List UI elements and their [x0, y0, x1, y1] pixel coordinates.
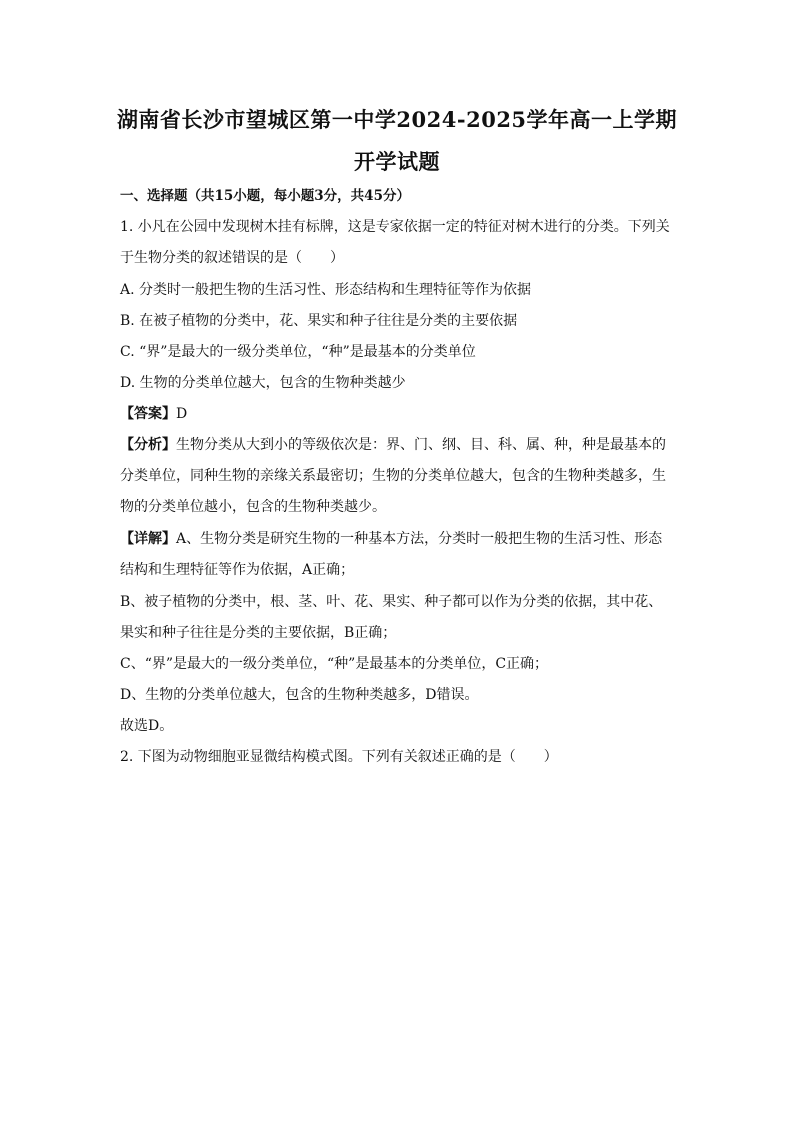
- answer-line: [120, 405, 187, 423]
- analysis-line-3: 物的分类单位越小，包含的生物种类越少。: [120, 499, 386, 515]
- page-title-line-2: 开学试题: [354, 149, 440, 174]
- question-1-option-a: A. 分类时一般把生物的生活习性、形态结构和生理特征等作为依据: [120, 282, 532, 298]
- answer-label: 【答案】: [120, 406, 176, 422]
- question-1-stem-line-1: 1. 小凡在公园中发现树木挂有标牌，这是专家依据一定的特征对树木进行的分类。下列关: [120, 219, 670, 235]
- page-title-line-1: 湖南省长沙市望城区第一中学2024-2025学年高一上学期: [116, 107, 678, 132]
- answer-value: D: [176, 406, 188, 422]
- detail-text-1: A、生物分类是研究生物的一种基本方法，分类时一般把生物的生活习性、形态: [176, 531, 663, 547]
- analysis-line-1: [120, 436, 666, 454]
- question-1-option-b: B. 在被子植物的分类中，花、果实和种子往往是分类的主要依据: [120, 313, 518, 329]
- question-2-stem: 2. 下图为动物细胞亚显微结构模式图。下列有关叙述正确的是（ ）: [120, 749, 558, 765]
- analysis-label: 【分析】: [120, 437, 176, 453]
- question-1-option-d: D. 生物的分类单位越大，包含的生物种类越少: [120, 375, 406, 391]
- detail-line-1: [120, 530, 662, 548]
- detail-line-5: C、“界”是最大的一级分类单位，“种”是最基本的分类单位，C正确；: [120, 656, 549, 672]
- analysis-line-2: 分类单位，同种生物的亲缘关系最密切；生物的分类单位越大，包含的生物种类越多，生: [120, 468, 666, 484]
- detail-line-6: D、生物的分类单位越大，包含的生物种类越多，D错误。: [120, 687, 479, 703]
- detail-line-2: 结构和生理特征等作为依据，A正确；: [120, 562, 355, 578]
- detail-label: 【详解】: [120, 531, 176, 547]
- question-1-stem-line-2: 于生物分类的叙述错误的是（ ）: [120, 250, 344, 266]
- detail-line-3: B、被子植物的分类中，根、茎、叶、花、果实、种子都可以作为分类的依据，其中花、: [120, 594, 663, 610]
- section-heading: 一、选择题（共15小题，每小题3分，共45分）: [120, 188, 410, 204]
- analysis-text-1: 生物分类从大到小的等级依次是：界、门、纲、目、科、属、种，种是最基本的: [176, 437, 666, 453]
- conclusion-line: 故选D。: [120, 718, 174, 734]
- detail-line-4: 果实和种子往往是分类的主要依据，B正确；: [120, 625, 397, 641]
- question-1-option-c: C. “界”是最大的一级分类单位，“种”是最基本的分类单位: [120, 344, 476, 360]
